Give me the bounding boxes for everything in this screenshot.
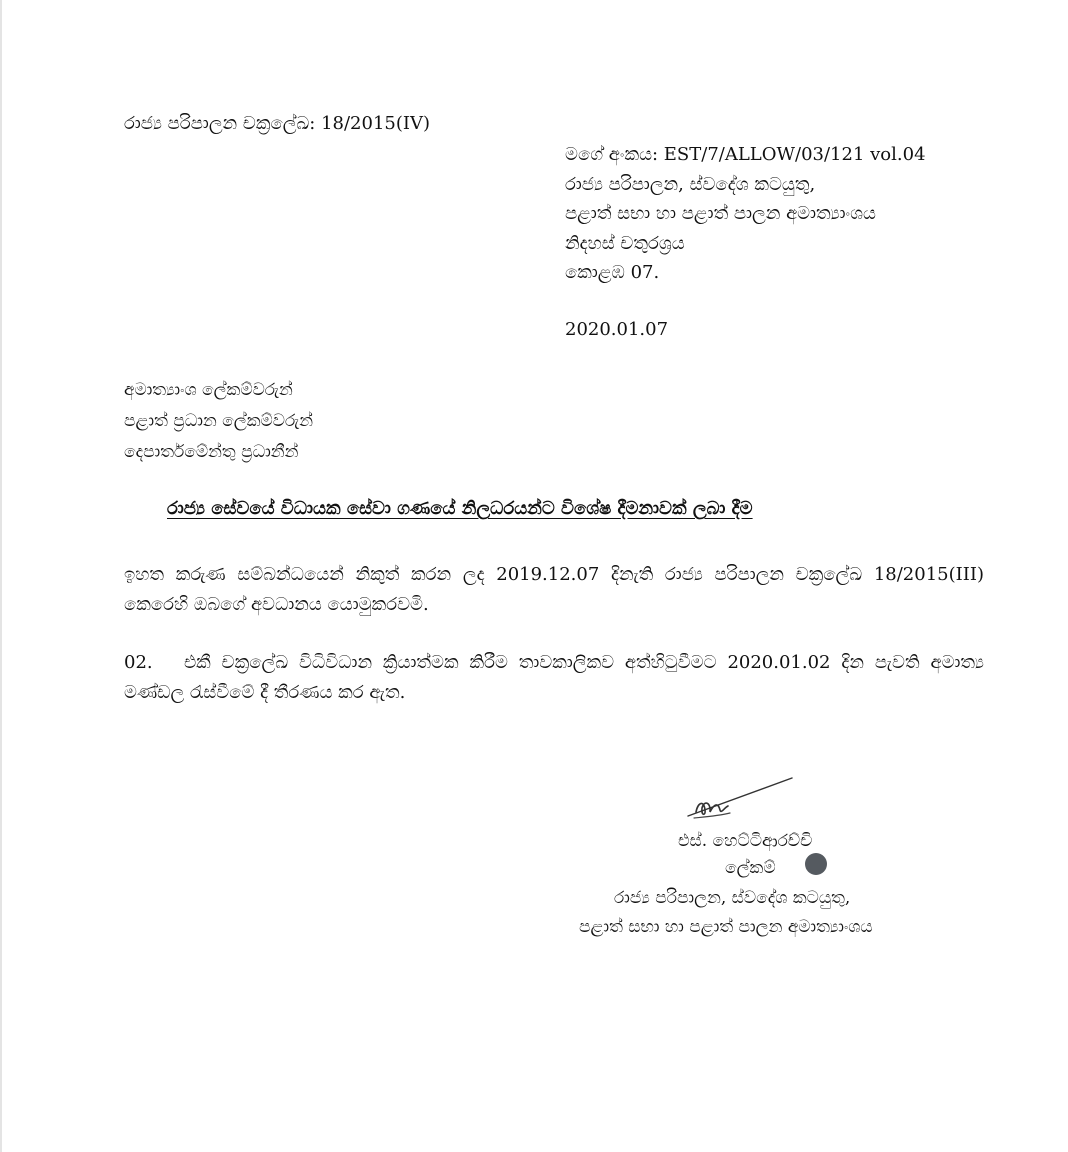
signatory-title: ලේකම්: [725, 858, 776, 878]
signatory-ministry-line-1: රාජ්‍ය පරිපාලන, ස්වදේශ කටයුතු,: [614, 888, 851, 908]
ministry-line-1: රාජ්‍ය පරිපාලන, ස්වදේශ කටයුතු,: [565, 173, 816, 195]
signatory-name: එස්. හෙට්ටිආරච්චි: [678, 831, 813, 851]
address-line-1: නිදහස් චතුරශ්‍රය: [565, 232, 685, 254]
circular-reference: රාජ්‍ය පරිපාලන චක්‍රලේඛ: 18/2015(IV): [124, 113, 431, 134]
ministry-line-2: පළාත් සභා හා පළාත් පාලන අමාත්‍යාංශය: [565, 203, 876, 224]
seal-dot-icon: [805, 853, 827, 875]
signatory-ministry-line-2: පළාත් සභා හා පළාත් පාලන අමාත්‍යාංශය: [579, 917, 873, 937]
addressee-block: [124, 375, 313, 468]
addressee-2: පළාත් ප්‍රධාන ලේකම්වරුන්: [124, 411, 314, 431]
paragraph-2-number: 02.: [124, 652, 153, 673]
sender-reference-block: [565, 140, 926, 288]
handwritten-signature: [674, 772, 794, 832]
paragraph-1: ඉහත කරුණ සම්බන්ධයෙන් නිකුත් කරන ලද 2019.12.07 දිනැති රාජ්‍ය පරිපාලන චක්‍රලේඛ 18/2015(III) කෙරෙහි ඔබගේ අවධානය යොමුකරවමි.: [124, 564, 984, 615]
my-number-line: මගේ අංකය: EST/7/ALLOW/03/121 vol.04: [565, 144, 926, 165]
paragraph-2-text: එකී චක්‍රලේඛ විධිවිධාන ක්‍රියාත්මක කිරීම තාවකාලිකව අත්හිටුවීමට 2020.01.02 දින පැවති අමාත්‍ය මණ්ඩල රැස්වීමේ දී තීරණය කර ඇත.: [124, 652, 984, 703]
letter-date: 2020.01.07: [565, 319, 669, 340]
paragraph-2: [124, 648, 984, 708]
subject-heading: රාජ්‍ය සේවයේ විධායක සේවා ගණයේ නිලධරයන්ට විශේෂ දීමනාවක් ලබා දීම: [167, 498, 753, 519]
addressee-3: දෙපාර්තමේන්තු ප්‍රධානීන්: [124, 442, 299, 462]
address-line-2: කොළඹ 07.: [565, 262, 660, 283]
addressee-1: අමාත්‍යාංශ ලේකම්වරුන්: [124, 380, 293, 400]
